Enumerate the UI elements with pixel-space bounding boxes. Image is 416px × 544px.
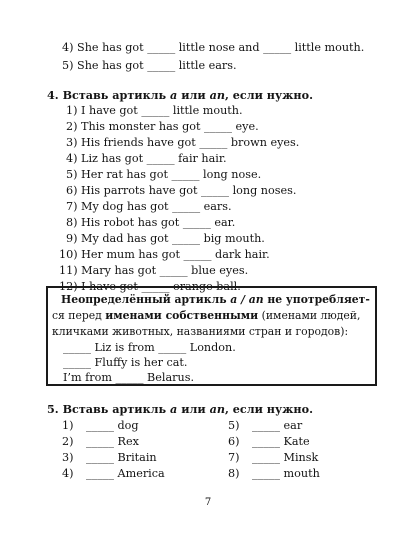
exercise5-item-word: _____ mouth — [252, 467, 320, 480]
heading-prefix: 5. Вставь артикль — [47, 402, 171, 416]
exercise3-item-4: 4) She has got _____ little nose and _____ little mouth. — [62, 41, 365, 54]
heading-or: или — [177, 88, 210, 102]
exercise4-item: 10) Her mum has got _____ dark hair. — [59, 248, 270, 261]
exercise5-item-word: _____ Rex — [86, 435, 139, 448]
exercise4-item: 3) His friends have got _____ brown eyes. — [66, 136, 300, 149]
rule-line-1 — [61, 293, 370, 306]
heading-suffix: , если нужно. — [224, 402, 313, 416]
exercise4-item: 7) My dog has got _____ ears. — [66, 200, 232, 213]
exercise5-item-word: _____ America — [86, 467, 165, 480]
exercise4-item: 8) His robot has got _____ ear. — [66, 216, 236, 229]
exercise5-item-num: 2) — [62, 435, 74, 448]
exercise5-item-word: _____ Minsk — [252, 451, 319, 464]
exercise5-item-word: _____ dog — [86, 419, 139, 432]
rule-proper-names: именами собственными — [105, 309, 259, 322]
heading-or: или — [177, 402, 210, 416]
exercise4-item: 2) This monster has got _____ eye. — [66, 120, 259, 133]
exercise4-item: 4) Liz has got _____ fair hair. — [66, 152, 227, 165]
heading-suffix: , если нужно. — [224, 88, 313, 102]
article-a: a — [170, 88, 178, 102]
rule-line-1-a: Неопределённый артикль — [61, 293, 231, 306]
rule-line-2-a: ся перед — [52, 309, 106, 322]
exercise4-item: 9) My dad has got _____ big mouth. — [66, 232, 265, 245]
exercise4-item: 11) Mary has got _____ blue eyes. — [59, 264, 249, 277]
exercise5-item-num: 7) — [228, 451, 240, 464]
exercise5-item-num: 8) — [228, 467, 240, 480]
rule-box — [46, 286, 377, 386]
exercise5-item-num: 6) — [228, 435, 240, 448]
exercise5-item-num: 5) — [228, 419, 240, 432]
exercise5-item-num: 1) — [62, 419, 74, 432]
rule-example: _____ Liz is from _____ London. — [63, 341, 236, 354]
article-an: an — [209, 88, 225, 102]
rule-article: a / an — [230, 293, 264, 306]
exercise4-item: 1) I have got _____ little mouth. — [66, 104, 243, 117]
exercise3-item-5: 5) She has got _____ little ears. — [62, 59, 237, 72]
rule-line-3: кличками животных, названиями стран и городов): — [52, 325, 349, 338]
exercise5-item-word: _____ ear — [252, 419, 303, 432]
exercise4-item: 5) Her rat has got _____ long nose. — [66, 168, 262, 181]
rule-line-2-b: (именами людей, — [258, 309, 361, 322]
exercise5-item-word: _____ Britain — [86, 451, 157, 464]
exercise5-item-word: _____ Kate — [252, 435, 310, 448]
exercise4-item: 6) His parrots have got _____ long noses. — [66, 184, 297, 197]
exercise4-heading — [47, 88, 313, 102]
rule-example: I’m from _____ Belarus. — [63, 371, 194, 384]
exercise5-item-num: 4) — [62, 467, 74, 480]
exercise5-item-num: 3) — [62, 451, 74, 464]
exercise4-item: 12) I have got _____ orange ball. — [59, 280, 241, 293]
rule-line-2 — [52, 309, 360, 322]
article-a: a — [170, 402, 178, 416]
article-an: an — [209, 402, 225, 416]
page-number: 7 — [204, 497, 212, 508]
rule-line-1-b: не употребляет- — [263, 293, 370, 306]
heading-prefix: 4. Вставь артикль — [47, 88, 171, 102]
rule-example: _____ Fluffy is her cat. — [63, 356, 188, 369]
exercise5-heading — [47, 402, 313, 416]
